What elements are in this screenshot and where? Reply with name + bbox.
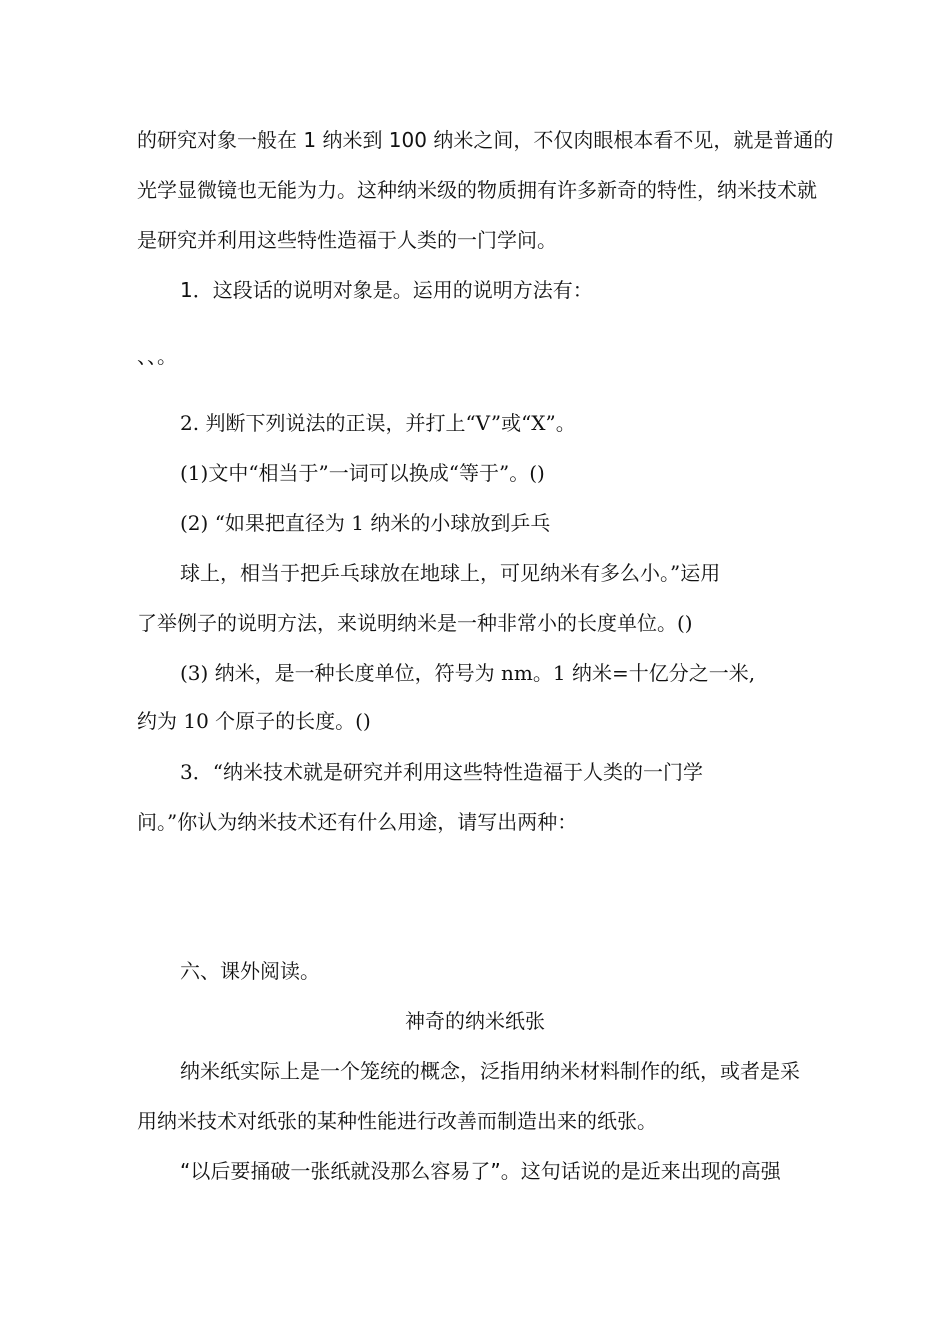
article-title: 神奇的纳米纸张 <box>405 1009 545 1033</box>
passage-line-1: 的研究对象一般在 1 纳米到 100 纳米之间，不仅肉眼根本看不见，就是普通的 <box>137 128 834 152</box>
question-2-item-3-line-1: (3) 纳米，是一种长度单位，符号为 nm。1 纳米=十亿分之一米, <box>180 661 756 685</box>
article-paragraph-1-line-2: 用纳米技术对纸张的某种性能进行改善而制造出来的纸张。 <box>137 1109 657 1133</box>
question-1-prompt: 1．这段话的说明对象是。运用的说明方法有： <box>180 278 593 302</box>
passage-line-3: 是研究并利用这些特性造福于人类的一门学问。 <box>137 228 557 252</box>
question-2-item-2-line-2: 球上，相当于把乒乓球放在地球上，可见纳米有多么小。”运用 <box>180 561 721 585</box>
section-6-heading: 六、课外阅读。 <box>180 959 320 983</box>
question-1-answer-blanks: 、、。 <box>137 344 177 368</box>
question-2-item-1: (1)文中“相当于”一词可以换成“等于”。() <box>180 461 545 485</box>
passage-line-2: 光学显微镜也无能为力。这种纳米级的物质拥有许多新奇的特性，纳米技术就 <box>137 178 817 202</box>
question-2-item-3-line-2: 约为 10 个原子的长度。() <box>137 709 371 733</box>
question-3-line-2: 问。”你认为纳米技术还有什么用途，请写出两种： <box>137 810 578 834</box>
article-paragraph-2-line-1: “以后要捅破一张纸就没那么容易了”。这句话说的是近来出现的高强 <box>180 1159 781 1183</box>
question-2-item-2-line-3: 了举例子的说明方法，来说明纳米是一种非常小的长度单位。() <box>137 611 693 635</box>
question-3-line-1: 3．“纳米技术就是研究并利用这些特性造福于人类的一门学 <box>180 760 703 784</box>
question-2-item-2-line-1: (2) “如果把直径为 1 纳米的小球放到乒乓 <box>180 511 551 535</box>
question-2-title: 2. 判断下列说法的正误，并打上“V”或“X”。 <box>180 411 576 435</box>
article-paragraph-1-line-1: 纳米纸实际上是一个笼统的概念，泛指用纳米材料制作的纸，或者是采 <box>180 1059 800 1083</box>
